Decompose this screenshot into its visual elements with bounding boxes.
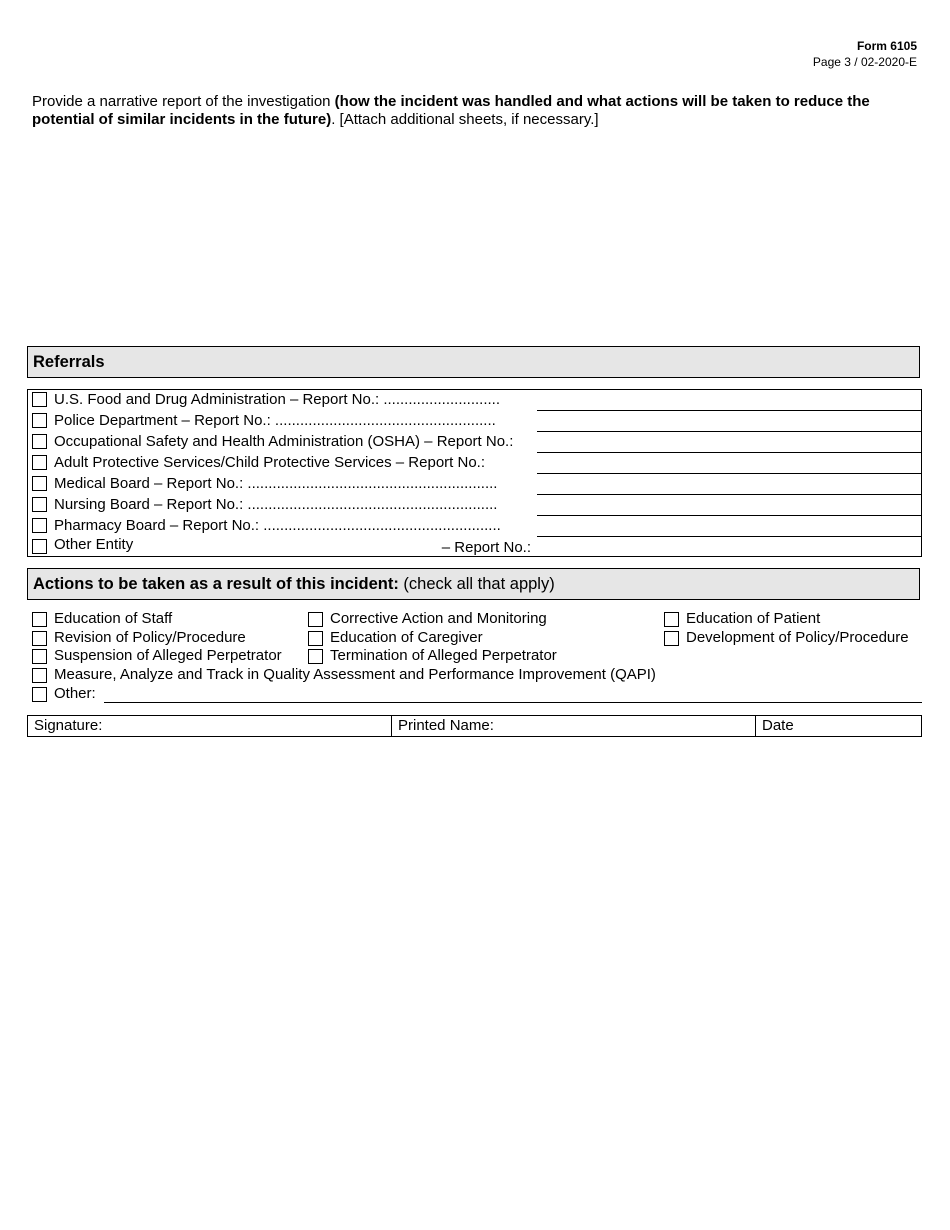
signature-label: Signature: xyxy=(34,717,103,734)
actions-heading-rest: (check all that apply) xyxy=(398,575,555,593)
referral-aps-label: Adult Protective Services/Child Protective Services – Report No.: xyxy=(54,454,486,471)
referral-police-checkbox[interactable] xyxy=(32,413,47,428)
referral-medical-board-checkbox[interactable] xyxy=(32,476,47,491)
page-info: Page 3 / 02-2020-E xyxy=(812,55,917,69)
action-corrective-action-label: Corrective Action and Monitoring xyxy=(330,610,547,627)
form-header xyxy=(813,38,917,70)
referral-row-other-entity xyxy=(28,537,921,558)
referral-osha-checkbox[interactable] xyxy=(32,434,47,449)
action-qapi-checkbox[interactable] xyxy=(32,668,47,683)
action-other-input[interactable] xyxy=(104,702,922,703)
narrative-intro: Provide a narrative report of the investigation xyxy=(32,93,335,110)
action-development-of-policy-checkbox[interactable] xyxy=(664,631,679,646)
printed-name-field[interactable] xyxy=(392,716,755,736)
action-other-label: Other: xyxy=(54,685,96,702)
referral-medical-board-label: Medical Board – Report No.: ............................................................ xyxy=(54,475,498,492)
referral-osha-label: Occupational Safety and Health Administration (OSHA) – Report No.: xyxy=(54,433,514,450)
action-suspension-label: Suspension of Alleged Perpetrator xyxy=(54,647,282,664)
action-development-of-policy-label: Development of Policy/Procedure xyxy=(686,629,909,646)
referral-nursing-board-label: Nursing Board – Report No.: ............................................................ xyxy=(54,496,498,513)
referral-row-nursing-board xyxy=(28,495,921,516)
date-label: Date xyxy=(762,717,794,734)
referral-row-fda xyxy=(28,390,921,411)
date-field[interactable] xyxy=(756,716,921,736)
action-suspension-checkbox[interactable] xyxy=(32,649,47,664)
action-revision-of-policy-checkbox[interactable] xyxy=(32,631,47,646)
action-education-of-staff-label: Education of Staff xyxy=(54,610,173,627)
action-revision-of-policy-label: Revision of Policy/Procedure xyxy=(54,629,246,646)
referral-other-report-label: – Report No.: xyxy=(441,539,531,556)
referral-fda-checkbox[interactable] xyxy=(32,392,47,407)
action-education-of-staff-checkbox[interactable] xyxy=(32,612,47,627)
action-education-of-patient-label: Education of Patient xyxy=(686,610,821,627)
referral-police-label: Police Department – Report No.: ..................................................... xyxy=(54,412,496,429)
actions-heading-bold: Actions to be taken as a result of this incident: xyxy=(33,575,399,593)
referral-pharmacy-board-label: Pharmacy Board – Report No.: ......................................................... xyxy=(54,517,501,534)
referral-other-entity-label: Other Entity xyxy=(54,536,134,553)
referral-nursing-board-checkbox[interactable] xyxy=(32,497,47,512)
signature-box xyxy=(27,715,922,737)
narrative-instructions xyxy=(32,93,912,129)
action-education-of-patient-checkbox[interactable] xyxy=(664,612,679,627)
action-corrective-action-checkbox[interactable] xyxy=(308,612,323,627)
referral-row-medical-board xyxy=(28,474,921,495)
action-termination-checkbox[interactable] xyxy=(308,649,323,664)
action-other-checkbox[interactable] xyxy=(32,687,47,702)
referral-fda-label: U.S. Food and Drug Administration – Report No.: ............................ xyxy=(54,391,501,408)
action-education-of-caregiver-label: Education of Caregiver xyxy=(330,629,483,646)
referral-aps-checkbox[interactable] xyxy=(32,455,47,470)
action-termination-label: Termination of Alleged Perpetrator xyxy=(330,647,557,664)
referral-row-pharmacy-board xyxy=(28,516,921,537)
action-education-of-caregiver-checkbox[interactable] xyxy=(308,631,323,646)
actions-heading xyxy=(27,568,920,600)
referrals-box xyxy=(27,389,922,557)
printed-name-label: Printed Name: xyxy=(398,717,494,734)
referral-other-entity-checkbox[interactable] xyxy=(32,539,47,554)
referral-row-aps xyxy=(28,453,921,474)
action-qapi-label: Measure, Analyze and Track in Quality Assessment and Performance Improvement (QAPI) xyxy=(54,666,656,683)
referral-row-osha xyxy=(28,432,921,453)
referrals-heading: Referrals xyxy=(27,346,920,378)
referral-pharmacy-board-checkbox[interactable] xyxy=(32,518,47,533)
form-number: Form 6105 xyxy=(856,39,917,53)
signature-field[interactable] xyxy=(28,716,391,736)
referral-row-police xyxy=(28,411,921,432)
narrative-bold: (how the incident was handled and what actions will be taken to reduce the potential of similar incidents in the future) xyxy=(32,93,870,128)
narrative-tail: . [Attach additional sheets, if necessary.] xyxy=(331,111,599,128)
